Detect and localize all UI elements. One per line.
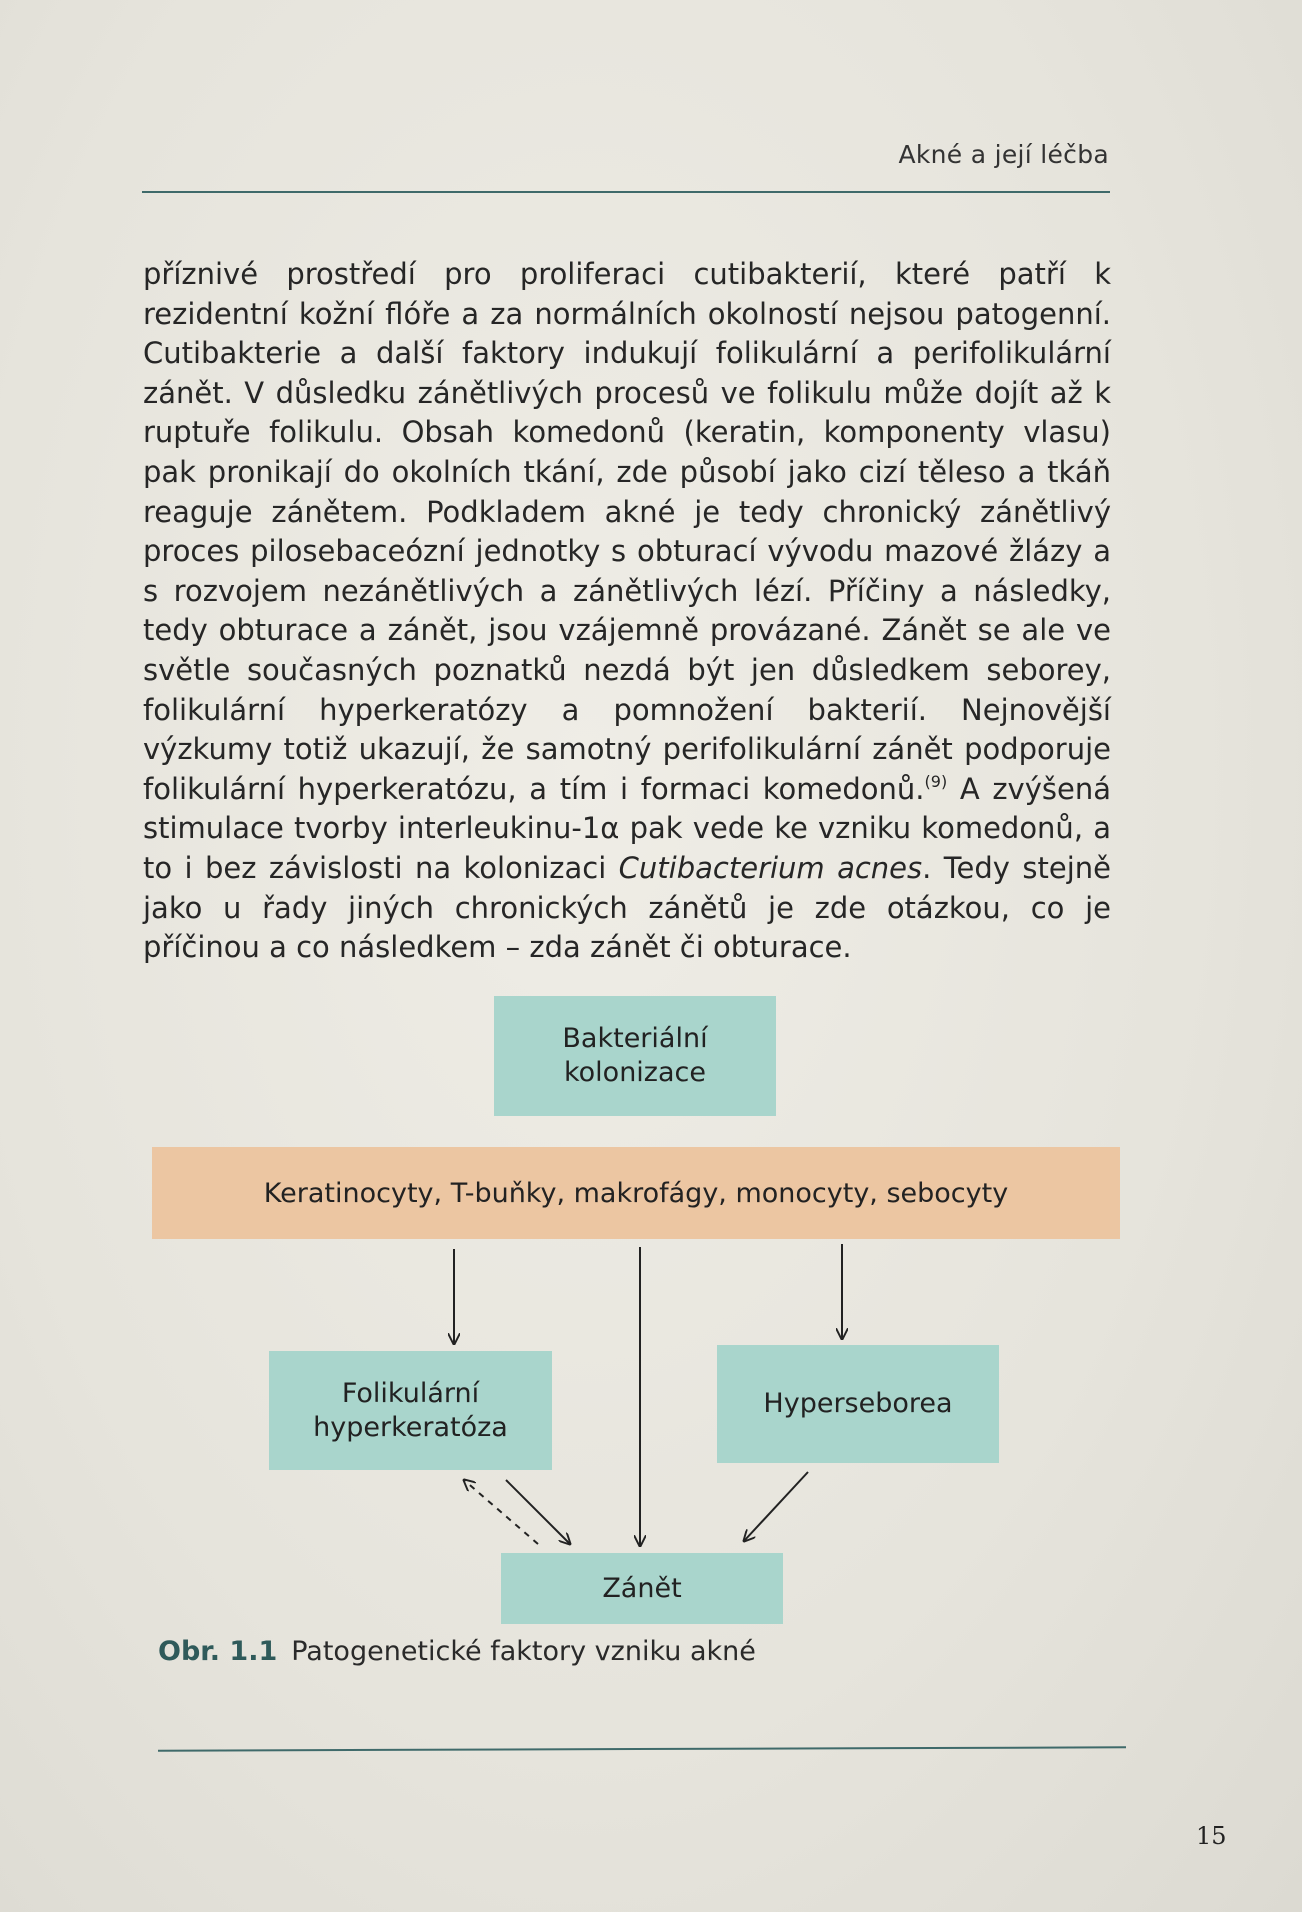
body-text-part: příznivé prostředí pro proliferaci cutibakterií, které patří k rezidentní kožní flóře a za normálních okolností nejsou patogenní. Cutibakterie a další faktory indukují folikulární a perifolikulární zánět. V důsledku zánětlivých procesů ve folikulu může dojít až k ruptuře folikulu. Obsah komedonů (keratin, komponenty vlasu) pak pronikají do okolních tkání, zde působí jako cizí těleso a tkáň reaguje zánětem. Podkladem akné je tedy chronický zánětlivý proces pilosebaceózní jednotky s obturací vývodu mazové žlázy a s rozvojem nezánětlivých a zánětlivých lézí. Příčiny a následky, tedy obturace a zánět, jsou vzájemně provázané. Zánět se ale ve světle současných poznatků nezdá být jen důsledkem seborey, folikulární hyperkeratózy a pomnožení bakterií. Nejnovější výzkumy totiž ukazují, že samotný perifolikulární zánět podporuje folikulární hyperkeratózu, a tím i formaci komedonů. [143, 257, 1111, 806]
box-line: Bakteriální [562, 1023, 708, 1054]
page-number: 15 [1196, 1822, 1227, 1850]
body-text-part: A zvýšená stimulace tvorby interleukinu-1α pak vede ke vzniku komedonů, a to i bez závislosti na kolonizaci [143, 771, 1111, 885]
figure-title: Patogenetické faktory vzniku akné [291, 1636, 756, 1667]
running-head: Akné a její léčba [898, 140, 1109, 169]
figure-number: Obr. 1.1 [158, 1636, 278, 1667]
body-text-part: . Tedy stejně jako u řady jiných chronických zánětů je zde otázkou, co je příčinou a co následkem – zda zánět či obturace. [143, 850, 1111, 965]
reference-mark: (9) [924, 771, 948, 791]
species-name: Cutibacterium acnes [618, 850, 923, 885]
box-line: Folikulární [341, 1377, 480, 1409]
arrow-hyperseborrhea-to-inflammation [744, 1472, 808, 1541]
figure-caption [158, 1636, 756, 1667]
box-label: Zánět [602, 1572, 682, 1604]
box-label: Hypersеborea [763, 1388, 953, 1419]
arrow-hyperkeratosis-to-inflammation [506, 1480, 570, 1544]
box-line: hyperkeratóza [313, 1411, 508, 1443]
box-line: kolonizace [563, 1057, 706, 1088]
band-label: Keratinocyty, T-buňky, makrofágy, monocyty, sebocyty [263, 1177, 1009, 1209]
arrow-inflammation-to-hyperkeratosis-dashed [464, 1480, 538, 1544]
